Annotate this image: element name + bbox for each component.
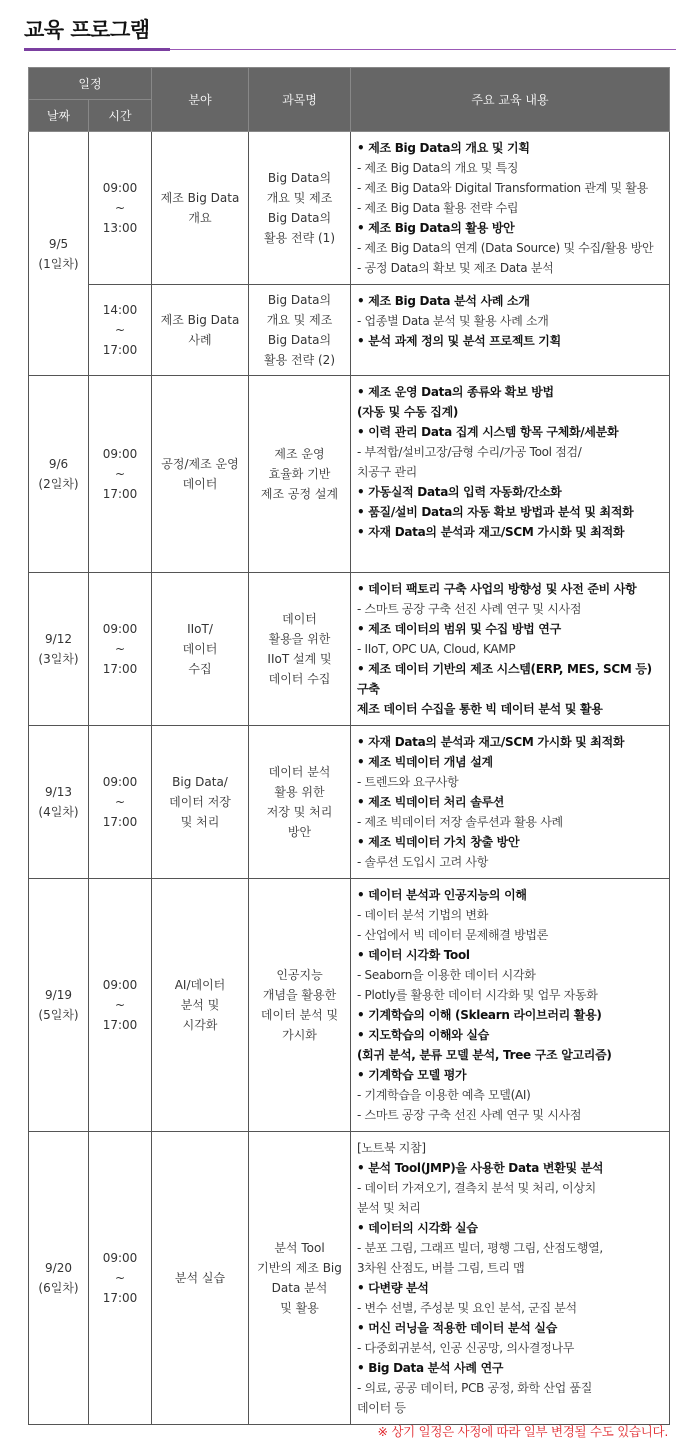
content-topic: 제조 데이터 수집을 통한 빅 데이터 분석 및 활용: [357, 702, 603, 716]
course-cell: 분석 Tool 기반의 제조 Big Data 분석 및 활용: [249, 1132, 351, 1425]
content-detail: - 변수 선별, 주성분 및 요인 분석, 군집 분석: [357, 1301, 577, 1315]
content-topic: • 머신 러닝을 적용한 데이터 분석 실습: [357, 1321, 558, 1335]
header-course: 과목명: [249, 68, 351, 132]
header-date: 날짜: [29, 100, 89, 132]
content-topic: • 지도학습의 이해와 실습: [357, 1028, 489, 1042]
date-cell: 9/20 (6일차): [29, 1132, 89, 1425]
content-topic: • 제조 빅데이터 처리 솔루션: [357, 795, 505, 809]
date-cell: 9/13 (4일차): [29, 726, 89, 879]
table-row: [29, 285, 670, 376]
date-cell: 9/12 (3일차): [29, 573, 89, 726]
time-cell: 09:00 ~ 17:00: [89, 1132, 152, 1425]
time-cell: 09:00 ~ 13:00: [89, 132, 152, 285]
content-detail: - 산업에서 빅 데이터 문제해결 방법론: [357, 928, 548, 942]
content-topic: • 제조 데이터 기반의 제조 시스템(ERP, MES, SCM 등): [357, 662, 652, 676]
course-cell: Big Data의 개요 및 제조 Big Data의 활용 전략 (2): [249, 285, 351, 376]
content-cell: [351, 573, 670, 726]
content-topic: • Big Data 분석 사례 연구: [357, 1361, 504, 1375]
content-detail: - 데이터 가져오기, 결측치 분석 및 처리, 이상치: [357, 1181, 596, 1195]
table-body: [29, 132, 670, 1425]
content-topic: • 기계학습 모델 평가: [357, 1068, 467, 1082]
content-topic: • 자재 Data의 분석과 재고/SCM 가시화 및 최적화: [357, 735, 625, 749]
time-cell: 09:00 ~ 17:00: [89, 573, 152, 726]
time-cell: 09:00 ~ 17:00: [89, 376, 152, 573]
table-row: [29, 726, 670, 879]
content-detail: - IIoT, OPC UA, Cloud, KAMP: [357, 642, 516, 656]
content-topic: • 다변량 분석: [357, 1281, 429, 1295]
course-cell: 데이터 활용을 위한 IIoT 설계 및 데이터 수집: [249, 573, 351, 726]
content-detail: - 스마트 공장 구축 선진 사례 연구 및 시사점: [357, 602, 582, 616]
content-topic: • 제조 데이터의 범위 및 수집 방법 연구: [357, 622, 561, 636]
content-topic: • 데이터 시각화 Tool: [357, 948, 470, 962]
content-detail: - 제조 Big Data의 연계 (Data Source) 및 수집/활용 방안: [357, 241, 654, 255]
content-cell: [351, 879, 670, 1132]
content-topic: • 데이터 팩토리 구축 사업의 방향성 및 사전 준비 사항: [357, 582, 637, 596]
header-schedule: 일정: [29, 68, 152, 100]
content-detail: - 기계학습을 이용한 예측 모델(AI): [357, 1088, 531, 1102]
header-field: 분야: [152, 68, 249, 132]
header-time: 시간: [89, 100, 152, 132]
time-cell: 09:00 ~ 17:00: [89, 726, 152, 879]
content-cell: [351, 726, 670, 879]
content-detail: 분석 및 처리: [357, 1201, 421, 1215]
course-cell: 데이터 분석 활용 위한 저장 및 처리 방안: [249, 726, 351, 879]
content-topic: • 자재 Data의 분석과 재고/SCM 가시화 및 최적화: [357, 525, 625, 539]
table-row: [29, 132, 670, 285]
table-row: [29, 376, 670, 573]
content-topic: • 이력 관리 Data 집계 시스템 항목 구체화/세분화: [357, 425, 619, 439]
content-topic: • 제조 빅데이터 가치 창출 방안: [357, 835, 520, 849]
content-topic: • 데이터 분석과 인공지능의 이해: [357, 888, 527, 902]
field-cell: 제조 Big Data 개요: [152, 132, 249, 285]
content-detail: - Seaborn을 이용한 데이터 시각화: [357, 968, 536, 982]
time-cell: 09:00 ~ 17:00: [89, 879, 152, 1132]
field-cell: Big Data/ 데이터 저장 및 처리: [152, 726, 249, 879]
content-detail: 3차원 산점도, 버블 그림, 트리 맵: [357, 1261, 525, 1275]
field-cell: 분석 실습: [152, 1132, 249, 1425]
table-row: [29, 1132, 670, 1425]
content-topic: • 제조 Big Data의 활용 방안: [357, 221, 515, 235]
content-topic: (회귀 분석, 분류 모델 분석, Tree 구조 알고리즘): [357, 1048, 612, 1062]
content-detail: - 의료, 공공 데이터, PCB 공정, 화학 산업 품질: [357, 1381, 593, 1395]
content-detail: - 다중회귀분석, 인공 신공망, 의사결정나무: [357, 1341, 575, 1355]
content-detail: - 스마트 공장 구축 선진 사례 연구 및 시사점: [357, 1108, 582, 1122]
content-topic: (자동 및 수동 집계): [357, 405, 459, 419]
content-topic: • 분석 Tool(JMP)을 사용한 Data 변환및 분석: [357, 1161, 604, 1175]
content-detail: - 공정 Data의 확보 및 제조 Data 분석: [357, 261, 554, 275]
content-detail: - 솔루션 도입시 고려 사항: [357, 855, 489, 869]
content-topic: 구축: [357, 682, 380, 696]
content-topic: • 데이터의 시각화 실습: [357, 1221, 478, 1235]
field-cell: 제조 Big Data 사례: [152, 285, 249, 376]
content-detail: - 제조 Big Data의 개요 및 특징: [357, 161, 519, 175]
content-detail: [노트북 지참]: [357, 1141, 426, 1155]
table-row: [29, 573, 670, 726]
course-cell: 제조 운영 효율화 기반 제조 공정 설계: [249, 376, 351, 573]
content-topic: • 기계학습의 이해 (Sklearn 라이브러리 활용): [357, 1008, 602, 1022]
content-detail: - Plotly를 활용한 데이터 시각화 및 업무 자동화: [357, 988, 598, 1002]
field-cell: 공정/제조 운영 데이터: [152, 376, 249, 573]
program-schedule-table: [28, 67, 670, 1425]
content-detail: - 트렌드와 요구사항: [357, 775, 459, 789]
field-cell: AI/데이터 분석 및 시각화: [152, 879, 249, 1132]
content-topic: • 제조 빅데이터 개념 설계: [357, 755, 493, 769]
content-detail: - 제조 빅데이터 저장 솔루션과 활용 사례: [357, 815, 563, 829]
page-title: 교육 프로그램: [24, 18, 150, 42]
content-detail: 치공구 관리: [357, 465, 417, 479]
field-cell: IIoT/ 데이터 수집: [152, 573, 249, 726]
content-cell: [351, 285, 670, 376]
content-detail: - 제조 Big Data 활용 전략 수립: [357, 201, 519, 215]
content-topic: • 제조 운영 Data의 종류와 확보 방법: [357, 385, 554, 399]
content-detail: - 업종별 Data 분석 및 활용 사례 소개: [357, 314, 549, 328]
course-cell: Big Data의 개요 및 제조 Big Data의 활용 전략 (1): [249, 132, 351, 285]
content-detail: - 제조 Big Data와 Digital Transformation 관계 및 활용: [357, 181, 648, 195]
course-cell: 인공지능 개념을 활용한 데이터 분석 및 가시화: [249, 879, 351, 1132]
title-underline-accent: [24, 48, 170, 51]
content-detail: 데이터 등: [357, 1401, 406, 1415]
date-cell: 9/5 (1일차): [29, 132, 89, 376]
content-detail: - 데이터 분석 기법의 변화: [357, 908, 489, 922]
content-detail: - 분포 그림, 그래프 빌더, 평행 그림, 산점도행열,: [357, 1241, 603, 1255]
schedule-change-notice: ※ 상기 일정은 사정에 따라 일부 변경될 수도 있습니다.: [377, 1424, 668, 1439]
content-topic: • 가동실적 Data의 입력 자동화/간소화: [357, 485, 562, 499]
content-topic: • 제조 Big Data 분석 사례 소개: [357, 294, 530, 308]
content-topic: • 제조 Big Data의 개요 및 기획: [357, 141, 530, 155]
content-detail: - 부적합/설비고장/금형 수리/가공 Tool 점검/: [357, 445, 582, 459]
content-cell: [351, 132, 670, 285]
header-content: 주요 교육 내용: [351, 68, 670, 132]
content-topic: • 분석 과제 정의 및 분석 프로젝트 기획: [357, 334, 561, 348]
table-row: [29, 879, 670, 1132]
date-cell: 9/6 (2일차): [29, 376, 89, 573]
time-cell: 14:00 ~ 17:00: [89, 285, 152, 376]
content-cell: [351, 376, 670, 573]
content-topic: • 품질/설비 Data의 자동 확보 방법과 분석 및 최적화: [357, 505, 634, 519]
date-cell: 9/19 (5일차): [29, 879, 89, 1132]
content-cell: [351, 1132, 670, 1425]
